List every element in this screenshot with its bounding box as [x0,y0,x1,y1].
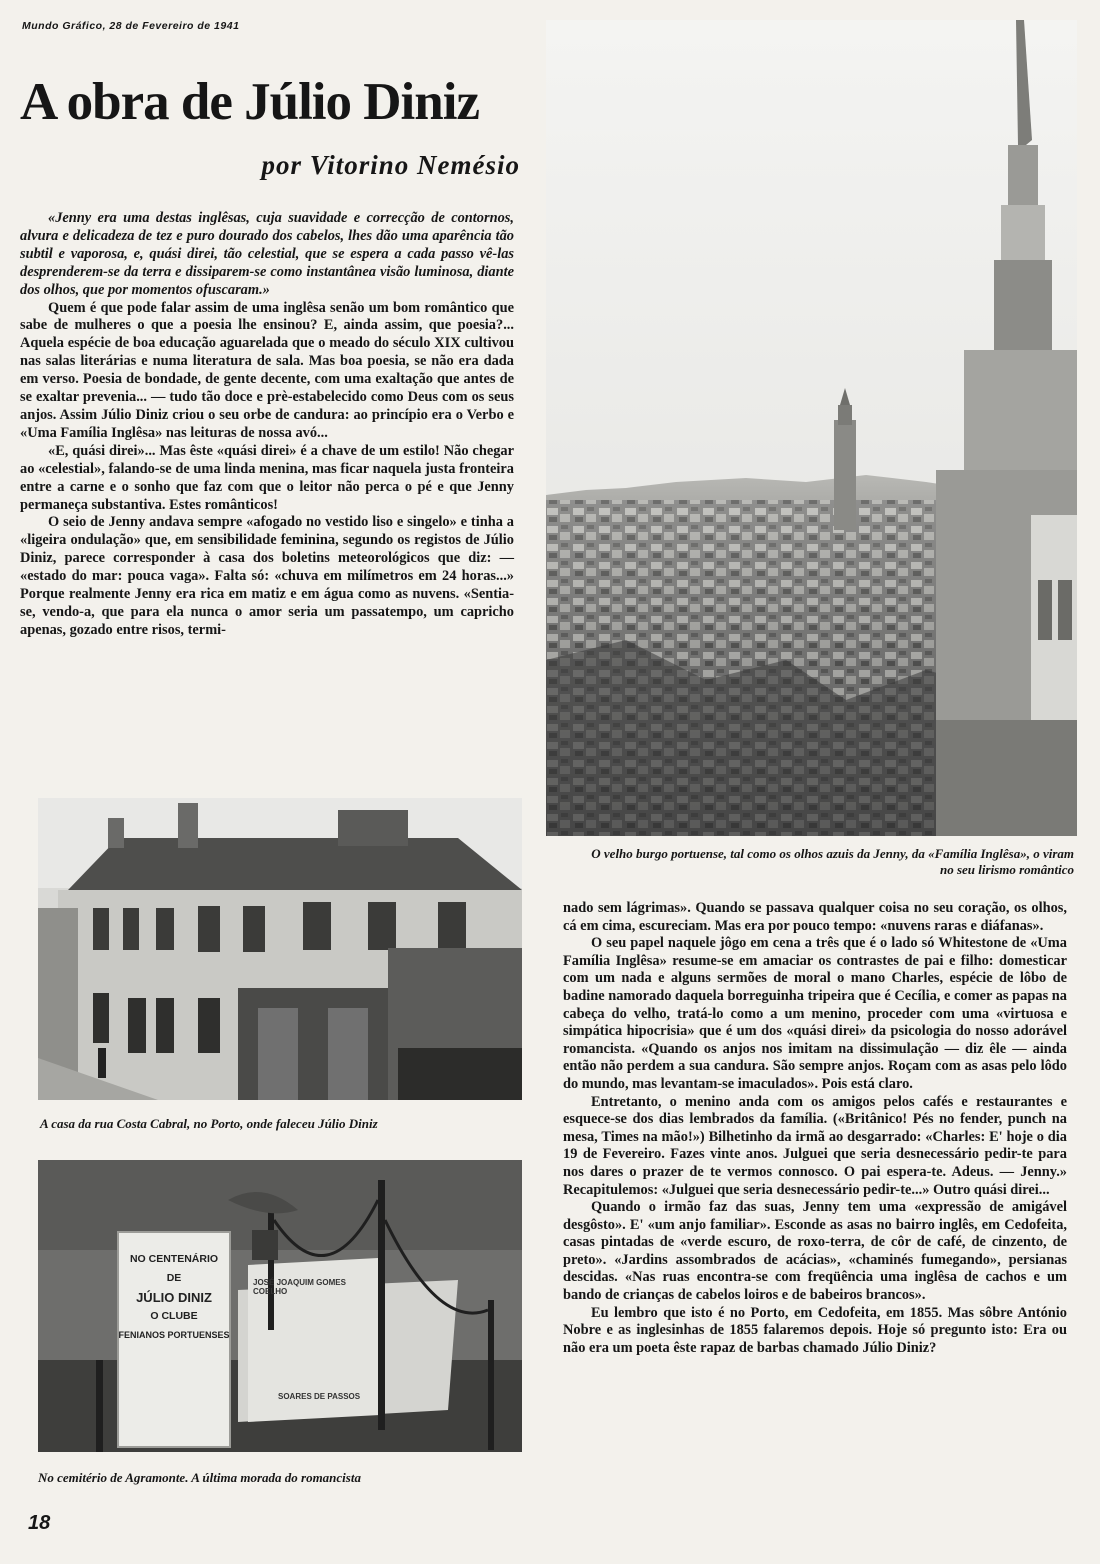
inscription-line: FENIANOS PORTUENSES [118,1330,230,1340]
body-paragraph: Quando o irmão faz das suas, Jenny tem uma «expressão de amigável desgôsto». E' «um anjo familiar». Esconde as asas no bairro inglês, em Cedofeita, casas pintadas de «verde escuro, de roxo-terra, de côr de café, de cinzento, de preto». «Jardins assombrados de acácias», «chaminés fumegando», persianas descidas. «Nas ruas encontra-se com freqüência uma inglêsa de cachos e um bando de crianças de cabelos loiros e de babeiros brancos». [563,1199,1067,1304]
left-stone-inscription [118,1250,230,1345]
running-head: Mundo Gráfico, 28 de Fevereiro de 1941 [22,20,240,32]
right-text-column [563,900,1067,1357]
right-stone-inscription-top: JOSÉ JOAQUIM GOMES COELHO [253,1278,346,1296]
body-paragraph: O seio de Jenny andava sempre «afogado no vestido liso e singelo» e tinha a «ligeira ondulação» que, em sensibilidade feminina, segundo os registos de Júlio Diniz, parece corresponder à casa dos boletins meteorológicos que diz: — «estado do mar: pouca vaga». Falta só: «chuva em milímetros em 24 horas...» Porque realmente Jenny era rica em matiz e em água como as nuvens. «Sentia-se, vendo-a, que para ela nunca o amor seria um passatempo, um capricho apenas, gozado entre risos, termi- [20,514,514,638]
left-text-column [20,210,514,640]
body-paragraph: «E, quási direi»... Mas êste «quási direi» é a chave de um estilo! Não chegar ao «celestial», falando-se de uma linda menina, mas ficar naquela justa fronteira entre a carne e o sonho que faz com que o leitor não perca o pé e que Jenny permaneça substantiva. Estes românticos! [20,442,514,513]
house-photo-caption: A casa da rua Costa Cabral, no Porto, onde faleceu Júlio Diniz [40,1116,378,1131]
inscription-line: O CLUBE [150,1310,198,1322]
inscription-line: DE [166,1272,182,1284]
body-paragraph: nado sem lágrimas». Quando se passava qualquer coisa no seu coração, os olhos, cá em cima, escureciam. Mas era por pouco tempo: «nuvens raras e diáfanas». [563,900,1067,934]
cemetery-photo-caption: No cemitério de Agramonte. A última morada do romancista [38,1470,361,1485]
porto-panorama-photo [546,20,1077,836]
body-paragraph: Entretanto, o menino anda com os amigos pelos cafés e restaurantes e esquece-se dos dias lembrados da família. («Britânico! Pés no fender, punch na mesa, Times na mão!») Bilhetinho da irmã ao desgarrado: «Charles: E' hoje o dia 19 de Fevereiro. Fazes vinte anos. Julguei que seria desnecessário pedir-te para nos dares o prazer de te vermos connosco. O pai espera-te. Adeus. — Jenny.» Recapitulemos: «Julguei que seria desnecessário pedir-te...» Outro quási direi... [563,1093,1067,1198]
body-paragraph: Quem é que pode falar assim de uma inglêsa senão um bom romântico que sabe de mulheres o que a poesia lhe ensinou? E, ainda assim, que poesia?... Aquela espécie de boa educação aguarelada que o meado do século XIX cultivou nas salas literárias e numa literatura de sala. Mas boa poesia, se não era dada em verso. Poesia de bondade, de gente decente, com uma exaltação que antes de se exaltar prevenia... — tudo tão doce e prè-estabelecido como Deus com os seus anjos. Assim Júlio Diniz criou o seu orbe de candura: ao princípio era o Verbo e «Uma Família Inglêsa» nas leituras de nossa avó... [20,299,514,441]
cemetery-photo [38,1160,522,1452]
opening-quote-paragraph: «Jenny era uma destas inglêsas, cuja suavidade e correcção de contornos, alvura e delicadeza de tez e puro dourado dos cabelos, lhes dão uma aparência tão subtil e vaporosa, e, quási direi, tão celestial, que se espera a cada passo vê-las desprenderem-se da terra e dissiparem-se como instantânea visão luminosa, diante dos olhos, que por momentos ofuscaram.» [20,210,514,298]
right-stone-inscription-bottom: SOARES DE PASSOS [278,1392,361,1401]
cemetery-illustration [38,1160,522,1452]
article-byline: por Vitorino Nemésio [261,150,520,180]
inscription-line: JÚLIO DINIZ [136,1290,212,1305]
house-photo [38,798,522,1100]
page-number: 18 [28,1512,51,1534]
house-illustration [38,798,522,1100]
porto-photo-caption: O velho burgo portuense, tal como os olhos azuis da Jenny, da «Família Inglêsa», o viram no seu lirismo romântico [591,846,1074,877]
body-paragraph: Eu lembro que isto é no Porto, em Cedofeita, em 1855. Mas sôbre António Nobre e as inglesinhas de 1855 falaremos depois. Hoje só pregunto isto: Era ou não era um poeta êste rapaz de barbas chamado Júlio Diniz? [563,1304,1067,1356]
porto-panorama-illustration [546,20,1077,836]
body-paragraph: O seu papel naquele jôgo em cena a três que é o lado só Whitestone de «Uma Família Inglêsa» resume-se em amaciar os contrastes de pai e filho: domesticar com um nada e alguns sermões de moral o mano Charles, espécie de lôbo de badine namorado daquela borreguinha tripeira que é Cecília, e comer as papas na cabeça do velho, tratá-lo como a um menino, proceder com uma «virtuosa e simpática hipocrisia» que é um dos «quási direi» da psicologia do nosso adorável romancista. «Quando os anjos nos imitam na dissimulação — diz êle — ainda então não perdem a sua candura. São sempre anjos. Roçam com as asas pelo lôdo do mundo, mas levantam-se imaculados». Pois está claro. [563,935,1067,1092]
inscription-line: NO CENTENÁRIO [129,1253,219,1265]
article-title: A obra de Júlio Diniz [20,73,480,131]
